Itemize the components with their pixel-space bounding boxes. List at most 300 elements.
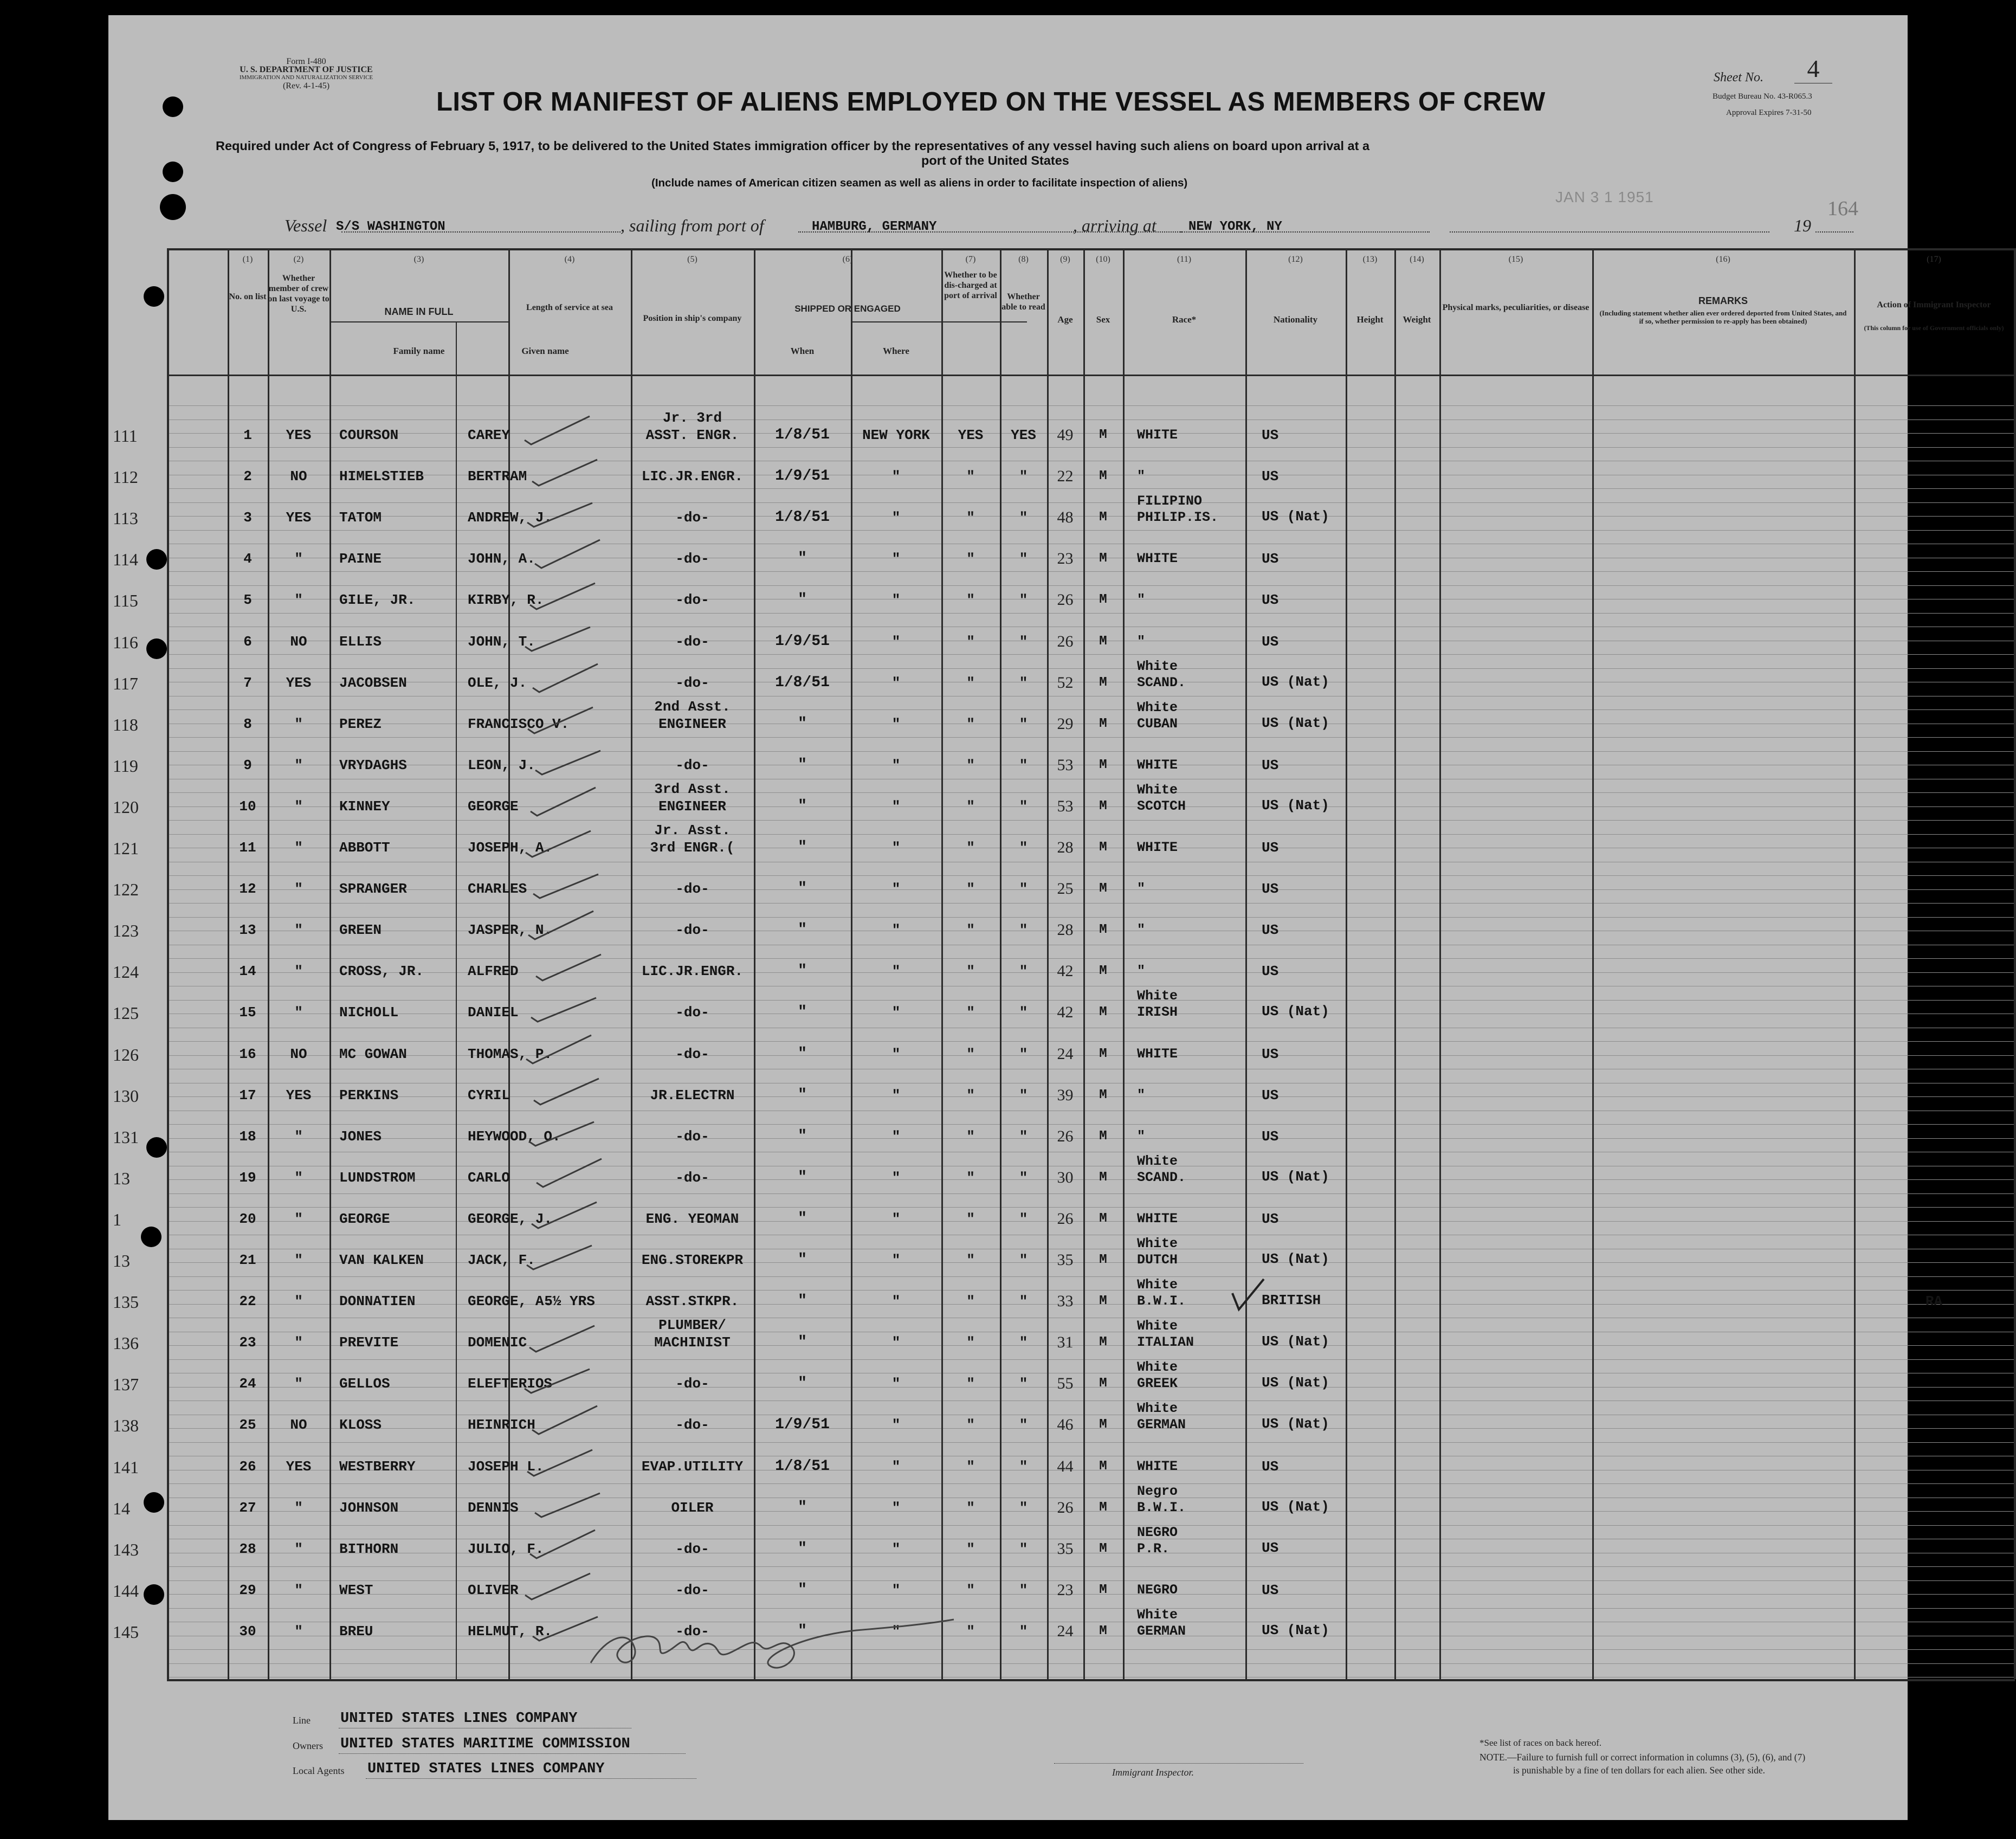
cell-race2: SCAND. (1137, 1170, 1186, 1185)
cell-where: " (891, 1046, 901, 1062)
cell-action: RA (1925, 1293, 1943, 1309)
cell-sex: M (1099, 1583, 1107, 1597)
cell-when: " (798, 1540, 807, 1557)
cell-pos2: -do- (675, 634, 709, 650)
col-able-to-read: Whether able to read (1001, 292, 1045, 312)
cell-disch: " (966, 1541, 975, 1557)
cell-disch: " (966, 1170, 975, 1186)
cell-service: 5½ YRS (544, 1293, 595, 1309)
cell-age: 24 (1057, 1622, 1074, 1640)
cell-prev: NO (290, 1046, 307, 1062)
header-bottom-border (167, 375, 2015, 376)
cell-read: " (1019, 881, 1028, 897)
cell-race2: P.R. (1137, 1541, 1170, 1557)
cell-family: BREU (339, 1623, 373, 1640)
owners-label: Owners (293, 1740, 323, 1751)
cell-prev: " (294, 1541, 303, 1557)
cell-prev: " (294, 881, 303, 897)
ruling-line (167, 488, 2015, 489)
cell-disch: " (966, 1334, 975, 1351)
cell-age: 26 (1057, 633, 1074, 650)
punch-hole (160, 194, 186, 220)
shipped-subheader-rule (851, 321, 1027, 322)
cell-prev: " (294, 551, 303, 567)
cell-disch: " (966, 1128, 975, 1145)
cell-race2: " (1137, 468, 1146, 484)
cell-race2: " (1137, 592, 1146, 608)
sailing-port: HAMBURG, GERMANY (812, 220, 937, 234)
ruling-line (167, 654, 2015, 655)
cell-prev: YES (286, 509, 312, 526)
cell-pos2: -do- (675, 551, 709, 567)
check-mark (508, 701, 631, 739)
cell-no: 11 (239, 840, 256, 856)
cell-prev: " (294, 840, 303, 856)
cell-sex: M (1099, 675, 1107, 690)
cell-when: 1/8/51 (775, 427, 830, 443)
cell-no: 2 (243, 468, 252, 485)
cell-no: 16 (239, 1046, 256, 1062)
column-line (1394, 248, 1396, 1679)
ruling-line (167, 405, 2015, 406)
cell-age: 23 (1057, 550, 1074, 567)
ruling-line (167, 834, 2015, 835)
cell-prev: NO (290, 468, 307, 485)
cell-disch: " (966, 1046, 975, 1062)
row-reference-number: 121 (113, 838, 139, 858)
cell-nat: US (1262, 881, 1279, 897)
cell-given: HEYWOOD, O. (468, 1128, 561, 1145)
col-prev-voyage: Whether member of crew on last voyage to U.S. (268, 274, 329, 314)
cell-where: " (891, 1087, 901, 1104)
col-race: Race* (1172, 314, 1197, 325)
ruling-line (167, 447, 2015, 448)
cell-no: 9 (243, 757, 252, 773)
cell-sex: M (1099, 1294, 1107, 1308)
cell-disch: " (966, 840, 975, 856)
cell-where: " (891, 675, 901, 691)
cell-sex: M (1099, 1253, 1107, 1267)
cell-disch: " (966, 1500, 975, 1516)
cell-when: " (798, 1004, 807, 1021)
column-number: (2) (293, 255, 304, 264)
cell-where: " (891, 1459, 901, 1475)
cell-age: 26 (1057, 591, 1074, 609)
cell-race1: White (1137, 700, 1178, 715)
agents-value: UNITED STATES LINES COMPANY (367, 1761, 605, 1777)
cell-age: 39 (1057, 1086, 1074, 1104)
check-mark (508, 783, 631, 821)
column-line (1592, 248, 1594, 1679)
cell-read: " (1019, 716, 1028, 732)
cell-prev: YES (286, 427, 312, 443)
cell-race2: WHITE (1137, 1046, 1178, 1062)
date-stamp: JAN 3 1 1951 (1555, 189, 1654, 205)
cell-family: HIMELSTIEB (339, 468, 424, 485)
row-reference-number: 136 (113, 1333, 139, 1353)
cell-sex: M (1099, 881, 1107, 896)
subtitle-line1: Required under Act of Congress of February 5, 1917, to be delivered to the United States immigration officer by the representatives of any vessel having such aliens on board upon arrival at a (216, 139, 1370, 153)
cell-sex: M (1099, 1129, 1107, 1144)
cell-race1: White (1137, 782, 1178, 798)
check-mark (508, 1113, 631, 1151)
cell-race2: WHITE (1137, 427, 1178, 443)
cell-race1: White (1137, 1277, 1178, 1293)
page-title: LIST OR MANIFEST OF ALIENS EMPLOYED ON THE VESSEL AS MEMBERS OF CREW (436, 87, 1546, 117)
check-mark (508, 1031, 631, 1069)
cell-nat: US (1262, 427, 1279, 443)
cell-sex: M (1099, 1047, 1107, 1061)
cell-where: " (891, 716, 901, 732)
cell-sex: M (1099, 469, 1107, 483)
row-reference-number: 122 (113, 880, 139, 899)
cell-race2: DUTCH (1137, 1252, 1178, 1268)
ruling-line (167, 917, 2015, 918)
cell-nat: US (1262, 757, 1279, 773)
check-mark (508, 1360, 631, 1398)
punch-hole (163, 162, 183, 182)
cell-no: 3 (243, 509, 252, 526)
row-reference-number: 116 (113, 633, 138, 652)
cell-read: " (1019, 1293, 1028, 1309)
cell-pos2: ENGINEER (658, 716, 726, 732)
cell-given: HELMUT, R. (468, 1623, 553, 1640)
column-number: (3) (413, 255, 424, 264)
cell-race1: FILIPINO (1137, 493, 1203, 509)
cell-where: " (891, 1170, 901, 1186)
cell-no: 22 (239, 1293, 256, 1309)
cell-read: " (1019, 1087, 1028, 1104)
cell-read: " (1019, 1170, 1028, 1186)
cell-sex: M (1099, 551, 1107, 566)
cell-when: 1/8/51 (775, 1458, 830, 1475)
cell-disch: " (966, 881, 975, 897)
column-line (1854, 248, 1856, 1679)
cell-race1: White (1137, 1607, 1178, 1623)
cell-pos1: Jr. 3rd (662, 410, 722, 426)
cell-pos2: -do- (675, 1417, 709, 1433)
cell-nat: BRITISH (1262, 1292, 1321, 1308)
check-mark (508, 412, 631, 450)
cell-sex: M (1099, 840, 1107, 855)
signature (574, 1614, 986, 1679)
row-reference-number: 124 (113, 962, 139, 982)
check-mark (508, 1237, 631, 1275)
cell-given: JACK, F. (468, 1252, 535, 1268)
cell-prev: " (294, 1334, 303, 1351)
cell-prev: " (294, 592, 303, 608)
cell-age: 23 (1057, 1581, 1074, 1599)
cell-age: 35 (1057, 1540, 1074, 1558)
cell-sex: M (1099, 1335, 1107, 1350)
cell-when: " (798, 550, 807, 567)
col-length-service: Length of service at sea (526, 303, 613, 312)
cell-sex: M (1099, 799, 1107, 814)
cell-family: GEORGE (339, 1211, 390, 1227)
cell-read: " (1019, 1541, 1028, 1557)
ruling-line (167, 585, 2015, 586)
cell-race2: IRISH (1137, 1004, 1178, 1020)
col-weight: Weight (1403, 314, 1431, 325)
cell-sex: M (1099, 634, 1107, 649)
check-mark (508, 948, 631, 986)
cell-family: COURSON (339, 427, 399, 443)
cell-race2: " (1137, 634, 1146, 649)
column-number: (8) (1018, 255, 1029, 264)
cell-read: " (1019, 798, 1028, 815)
col-family-name: Family name (393, 346, 445, 356)
cell-family: ELLIS (339, 634, 382, 650)
cell-sex: M (1099, 510, 1107, 525)
cell-age: 26 (1057, 1210, 1074, 1228)
cell-pos2: MACHINIST (654, 1334, 731, 1351)
cell-given: JOSEPH L. (468, 1459, 544, 1475)
column-number: (6) (842, 255, 853, 264)
cell-nat: US (Nat) (1262, 797, 1329, 814)
column-number: (15) (1508, 255, 1523, 264)
row-reference-number: 131 (113, 1127, 139, 1147)
ruling-line (167, 1442, 2015, 1443)
cell-prev: " (294, 922, 303, 938)
check-mark (508, 1443, 631, 1481)
punch-hole (146, 638, 167, 659)
inspector-label: Immigrant Inspector. (1112, 1767, 1194, 1778)
ruling-line (167, 1608, 2015, 1609)
cell-family: JACOBSEN (339, 675, 407, 691)
cell-race2: WHITE (1137, 1459, 1178, 1474)
cell-age: 22 (1057, 467, 1074, 485)
cell-race2: " (1137, 1087, 1146, 1103)
cell-disch: " (966, 1087, 975, 1104)
cell-race1: Negro (1137, 1483, 1178, 1499)
row-reference-number: 141 (113, 1457, 139, 1477)
sheet-label: Sheet No. (1714, 70, 1763, 85)
cell-read: " (1019, 1046, 1028, 1062)
col-action: Action of Immigrant Inspector (1877, 300, 1991, 309)
column-number: (16) (1716, 255, 1730, 264)
cell-when: " (798, 1087, 807, 1104)
cell-race2: GREEK (1137, 1376, 1178, 1391)
arriving-port: NEW YORK, NY (1188, 220, 1282, 234)
col-remarks: REMARKS (1698, 295, 1748, 306)
ruling-line (167, 751, 2015, 752)
cell-sex: M (1099, 1417, 1107, 1432)
row-reference-number: 118 (113, 715, 138, 734)
cell-age: 33 (1057, 1292, 1074, 1310)
row-reference-number: 113 (113, 508, 138, 528)
cell-pos2: -do- (675, 922, 709, 938)
column-line (1245, 248, 1247, 1679)
cell-nat: US (1262, 1128, 1279, 1145)
cell-no: 4 (243, 551, 252, 567)
cell-no: 6 (243, 634, 252, 650)
cell-race2: B.W.I. (1137, 1500, 1186, 1515)
cell-prev: " (294, 1293, 303, 1309)
cell-sex: M (1099, 1541, 1107, 1556)
cell-family: JONES (339, 1128, 382, 1145)
cell-disch: " (966, 675, 975, 691)
cell-disch: " (966, 757, 975, 773)
cell-where: " (891, 881, 901, 897)
row-reference-number: 114 (113, 550, 138, 569)
cell-race1: White (1137, 1359, 1178, 1375)
row-reference-number: 120 (113, 797, 139, 817)
cell-no: 7 (243, 675, 252, 691)
cell-no: 23 (239, 1334, 256, 1351)
row-reference-number: 13 (113, 1251, 130, 1270)
cell-age: 25 (1057, 880, 1074, 898)
form-info (238, 57, 374, 90)
cell-read: " (1019, 509, 1028, 526)
ruling-line (167, 530, 2015, 531)
cell-read: " (1019, 1376, 1028, 1392)
cell-where: NEW YORK (862, 427, 930, 443)
cell-age: 42 (1057, 962, 1074, 980)
cell-sex: M (1099, 428, 1107, 442)
cell-age: 42 (1057, 1003, 1074, 1021)
budget-bureau: Budget Bureau No. 43-R065.3 (1713, 92, 1812, 101)
column-line (1346, 248, 1347, 1679)
column-line (167, 248, 169, 1679)
cell-pos2: -do- (675, 1046, 709, 1062)
cell-pos1: 3rd Asst. (654, 781, 731, 797)
cell-age: 28 (1057, 921, 1074, 939)
row-reference-number: 117 (113, 674, 138, 693)
column-number: (9) (1060, 255, 1070, 264)
ruling-line (167, 820, 2015, 821)
cell-prev: " (294, 716, 303, 732)
cell-disch: " (966, 592, 975, 608)
ruling-line (167, 1207, 2015, 1208)
row-reference-number: 145 (113, 1622, 139, 1642)
cell-age: 52 (1057, 674, 1074, 692)
cell-read: " (1019, 840, 1028, 856)
cell-where: " (891, 1376, 901, 1392)
cell-given: JOHN, A. (468, 551, 535, 567)
cell-given: CHARLES (468, 881, 527, 897)
cell-age: 26 (1057, 1127, 1074, 1145)
cell-race2: SCOTCH (1137, 798, 1186, 814)
page-mark: 164 (1827, 197, 1858, 220)
ruling-line (167, 958, 2015, 959)
cell-family: NICHOLL (339, 1004, 399, 1021)
cell-where: " (891, 922, 901, 938)
cell-no: 24 (239, 1376, 256, 1392)
cell-age: 24 (1057, 1045, 1074, 1063)
cell-family: ABBOTT (339, 840, 390, 856)
cell-pos2: -do- (675, 509, 709, 526)
cell-pos2: ENG. YEOMAN (645, 1211, 739, 1227)
cell-race2: WHITE (1137, 551, 1178, 566)
cell-disch: " (966, 963, 975, 979)
penalty-note-1: NOTE.—Failure to furnish full or correct information in columns (3), (5), (6), and (7) (1479, 1752, 1806, 1763)
punch-hole (144, 1584, 164, 1605)
col-action-note: (This column for use of Government officials only) (1864, 324, 2004, 332)
column-line (1123, 248, 1125, 1679)
cell-nat: US (1262, 1211, 1279, 1227)
cell-read: " (1019, 1459, 1028, 1475)
cell-when: " (798, 1128, 807, 1145)
cell-sex: M (1099, 1170, 1107, 1185)
cell-family: KLOSS (339, 1417, 382, 1433)
ruling-line (167, 709, 2015, 710)
cell-family: LUNDSTROM (339, 1170, 416, 1186)
check-mark (508, 1319, 631, 1357)
cell-prev: " (294, 798, 303, 815)
cell-read: " (1019, 1417, 1028, 1433)
cell-pos2: -do- (675, 1623, 709, 1640)
agents-label: Local Agents (293, 1765, 345, 1776)
cell-disch: " (966, 1623, 975, 1640)
cell-race2: B.W.I. (1137, 1293, 1186, 1309)
cell-pos2: -do- (675, 1582, 709, 1598)
table-bottom-border (167, 1679, 2015, 1681)
cell-read: " (1019, 592, 1028, 608)
ruling-line (167, 1525, 2015, 1526)
cell-given: HEINRICH (468, 1417, 535, 1433)
cell-race2: GERMAN (1137, 1417, 1186, 1433)
cell-sex: M (1099, 1376, 1107, 1391)
col-sex: Sex (1096, 314, 1110, 325)
cell-race1: White (1137, 1236, 1178, 1251)
inspector-rule (1054, 1763, 1303, 1764)
cell-nat: US (Nat) (1262, 1416, 1329, 1432)
cell-nat: US (1262, 468, 1279, 485)
cell-given: ALFRED (468, 963, 519, 979)
cell-pos2: -do- (675, 881, 709, 897)
cell-sex: M (1099, 1005, 1107, 1019)
cell-when: 1/9/51 (775, 1416, 830, 1433)
cell-age: 35 (1057, 1251, 1074, 1269)
row-reference-number: 138 (113, 1416, 139, 1435)
cell-where: " (891, 1293, 901, 1309)
cell-read: " (1019, 1252, 1028, 1268)
ruling-line (167, 571, 2015, 572)
check-mark (508, 742, 631, 780)
row-reference-number: 115 (113, 591, 138, 610)
cell-pos1: 2nd Asst. (654, 699, 731, 715)
cell-read: " (1019, 551, 1028, 567)
check-mark (508, 1402, 631, 1440)
cell-sex: M (1099, 717, 1107, 731)
cell-race2: WHITE (1137, 1211, 1178, 1227)
cell-when: " (798, 1582, 807, 1598)
check-mark (508, 907, 631, 945)
cell-nat: US (Nat) (1262, 1622, 1329, 1638)
cell-nat: US (Nat) (1262, 715, 1329, 731)
line-value: UNITED STATES LINES COMPANY (340, 1711, 578, 1727)
owners-rule (339, 1753, 686, 1754)
when-where-split (851, 322, 852, 1679)
cell-disch: " (966, 1293, 975, 1309)
cell-pos2: EVAP.UTILITY (641, 1459, 744, 1475)
cell-family: TATOM (339, 509, 382, 526)
col-remarks-note: (Including statement whether alien ever ordered deported from United States, and if so, whether permission to re-apply has been obtained) (1599, 309, 1847, 325)
cell-prev: YES (286, 675, 312, 691)
cell-disch: " (966, 551, 975, 567)
cell-when: " (798, 1623, 807, 1640)
cell-prev: YES (286, 1087, 312, 1104)
cell-given: JOHN, T. (468, 634, 535, 650)
check-mark (508, 1526, 631, 1564)
ruling-line (167, 1276, 2015, 1277)
ruling-line (167, 1193, 2015, 1194)
row-reference-number: 126 (113, 1045, 139, 1064)
cell-family: GELLOS (339, 1376, 390, 1392)
form-dept: U. S. DEPARTMENT OF JUSTICE (240, 65, 373, 74)
column-number: (7) (965, 255, 976, 264)
cell-no: 30 (239, 1623, 256, 1640)
